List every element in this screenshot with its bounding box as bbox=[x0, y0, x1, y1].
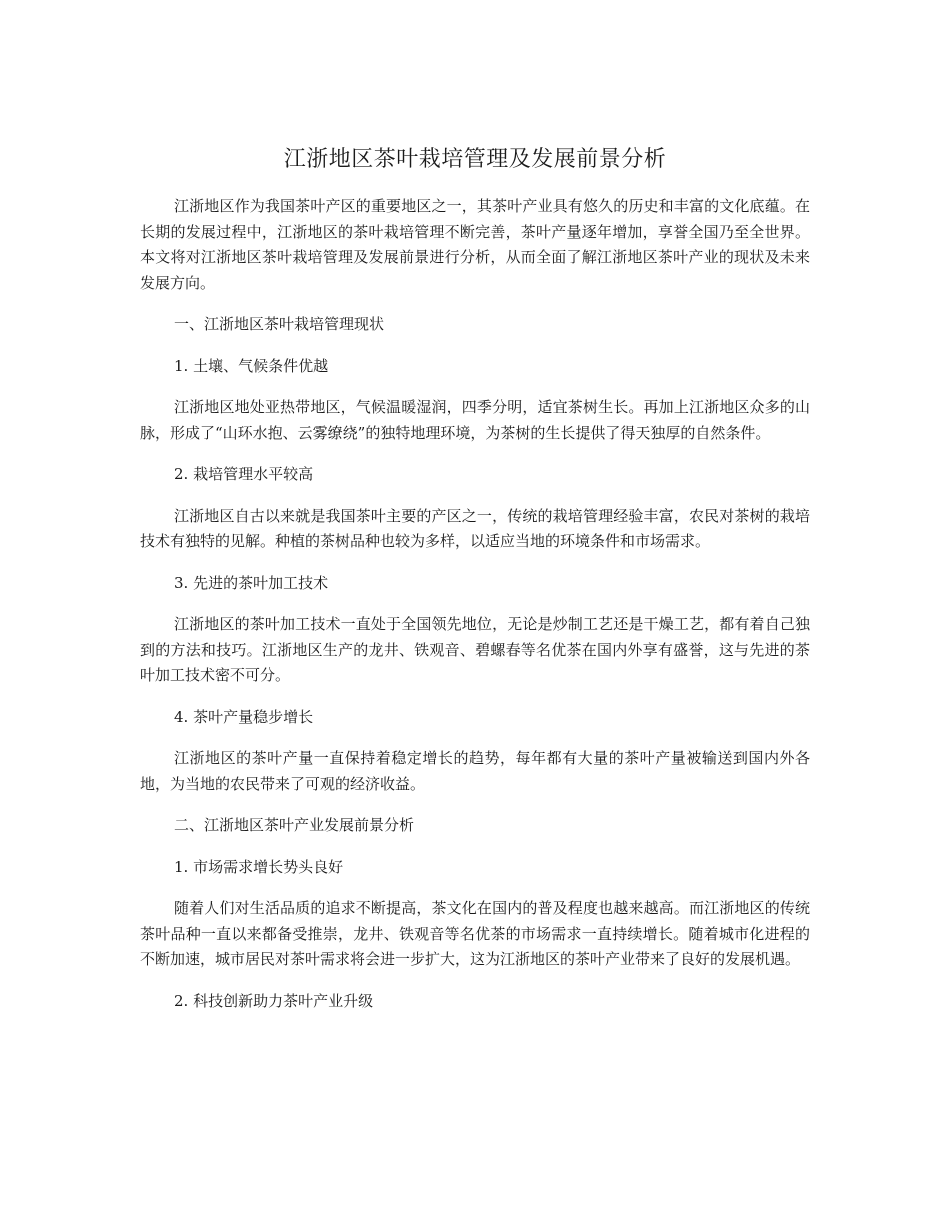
subsection-2-1-heading: 1. 市场需求增长势头良好 bbox=[174, 857, 344, 876]
subsection-1-3-paragraph: 江浙地区的茶叶加工技术一直处于全国领先地位，无论是炒制工艺还是干燥工艺，都有着自己独到的方法和技巧。江浙地区生产的龙井、铁观音、碧螺春等名优茶在国内外享有盛誉，这与先进的茶叶加工技术密不可分。 bbox=[140, 615, 810, 684]
subsection-1-3-heading: 3. 先进的茶叶加工技术 bbox=[174, 573, 329, 592]
section-2-heading: 二、江浙地区茶叶产业发展前景分析 bbox=[174, 816, 415, 834]
subsection-2-1-paragraph: 随着人们对生活品质的追求不断提高，茶文化在国内的普及程度也越来越高。而江浙地区的传统茶叶品种一直以来都备受推崇，龙井、铁观音等名优茶的市场需求一直持续增长。随着城市化进程的不断加速，城市居民对茶叶需求将会进一步扩大，这为江浙地区的茶叶产业带来了良好的发展机遇。 bbox=[140, 899, 810, 968]
subsection-1-2-heading: 2. 栽培管理水平较高 bbox=[174, 465, 314, 483]
subsection-1-1-heading: 1. 土壤、气候条件优越 bbox=[174, 356, 329, 375]
section-1-heading: 一、江浙地区茶叶栽培管理现状 bbox=[174, 315, 385, 333]
subsection-1-1-paragraph: 江浙地区地处亚热带地区，气候温暖湿润，四季分明，适宜茶树生长。再加上江浙地区众多的山脉，形成了“山环水抱、云雾缭绕”的独特地理环境，为茶树的生长提供了得天独厚的自然条件。 bbox=[140, 398, 810, 442]
subsection-1-4-paragraph: 江浙地区的茶叶产量一直保持着稳定增长的趋势，每年都有大量的茶叶产量被输送到国内外各地，为当地的农民带来了可观的经济收益。 bbox=[140, 749, 810, 793]
intro-paragraph: 江浙地区作为我国茶叶产区的重要地区之一，其茶叶产业具有悠久的历史和丰富的文化底蕴。在长期的发展过程中，江浙地区的茶叶栽培管理不断完善，茶叶产量逐年增加，享誉全国乃至全世界。本文将对江浙地区茶叶栽培管理及发展前景进行分析，从而全面了解江浙地区茶叶产业的现状及未来发展方向。 bbox=[140, 197, 810, 292]
document-page bbox=[140, 144, 810, 1030]
subsection-1-4-heading: 4. 茶叶产量稳步增长 bbox=[174, 707, 314, 726]
document-title: 江浙地区茶叶栽培管理及发展前景分析 bbox=[283, 147, 667, 172]
subsection-1-2-paragraph: 江浙地区自古以来就是我国茶叶主要的产区之一，传统的栽培管理经验丰富，农民对茶树的栽培技术有独特的见解。种植的茶树品种也较为多样，以适应当地的环境条件和市场需求。 bbox=[140, 506, 810, 550]
subsection-2-2-heading: 2. 科技创新助力茶叶产业升级 bbox=[174, 991, 374, 1010]
